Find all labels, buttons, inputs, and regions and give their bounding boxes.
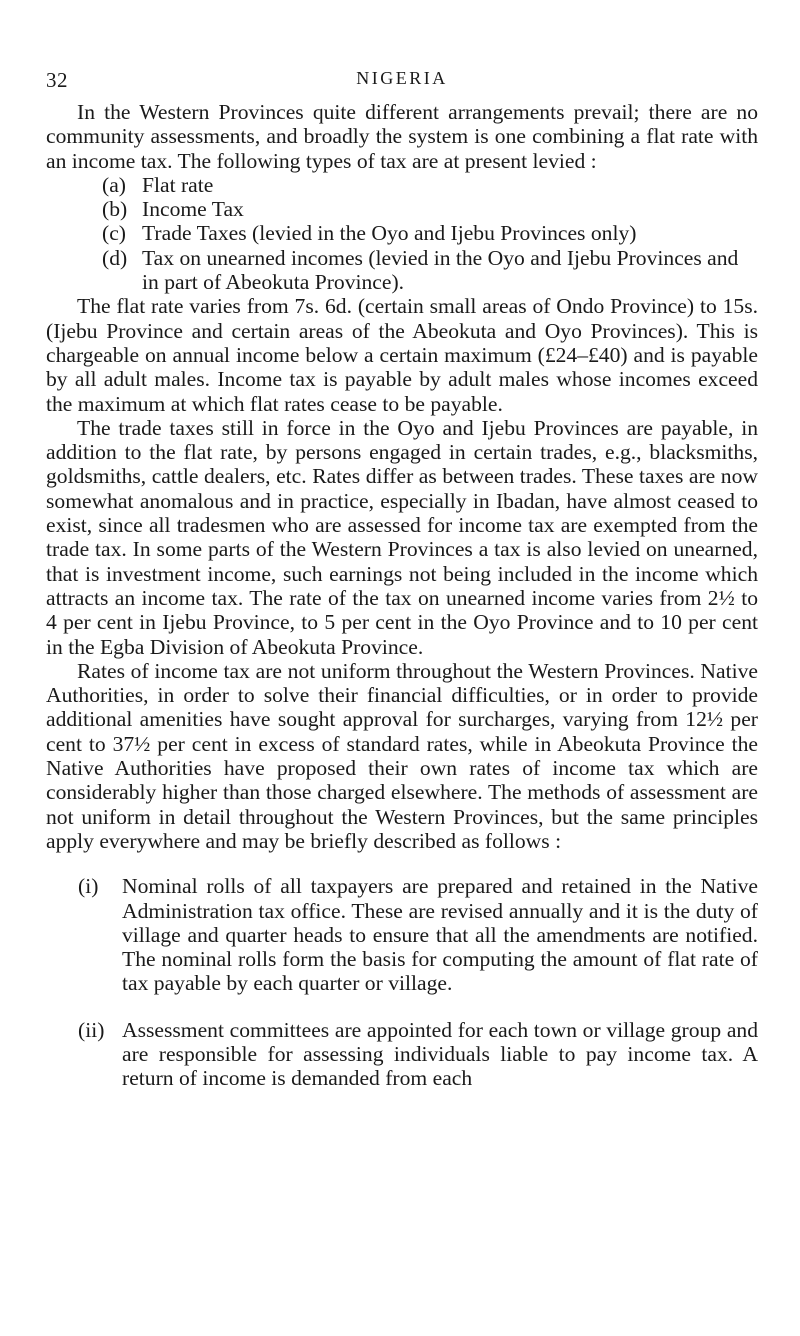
list-item [78,874,758,995]
list-item-label: (b) [102,197,128,222]
list-item [102,246,758,295]
list-item [102,221,758,245]
list-item [78,1018,758,1091]
list-item [102,197,758,221]
body-text [46,100,758,1091]
tax-types-list [46,173,758,294]
list-item-label: (c) [102,221,126,246]
book-page [46,0,758,1113]
page-number: 32 [46,68,68,92]
list-item-label: (d) [102,245,128,270]
list-item-label: (i) [78,874,99,899]
procedures-list [46,874,758,1090]
list-item-text: Tax on unearned incomes (levied in the Oyo and Ijebu Provinces and in part of Abeokuta Province). [142,245,739,295]
running-head: NIGERIA [356,68,448,88]
list-item-text: Nominal rolls of all taxpayers are prepared and retained in the Native Administration tax office. These are revised annually and it is the duty of village and quarter heads to ensure that all the amendments are notified. The nominal rolls form the basis for computing the amount of flat rate of tax payable by each quarter or village. [122,874,758,996]
list-item [102,173,758,197]
paragraph-flat-rate: The flat rate varies from 7s. 6d. (certain small areas of Ondo Province) to 15s. (Ijebu Province and certain areas of the Abeokuta and Oyo Provinces). This is chargeable on annual income below a certain maximum (£24–£40) and is payable by all adult males. Income tax is payable by adult males whose incomes exceed the maximum at which flat rates cease to be payable. [46,294,758,416]
list-item-text: Flat rate [142,172,214,197]
paragraph-income-tax-rates: Rates of income tax are not uniform throughout the Western Provinces. Native Authorities, in order to solve their financial difficulties, or in order to provide additional amenities have sought approval for surcharges, varying from 12½ per cent to 37½ per cent in excess of standard rates, while in Abeokuta Province the Native Authorities have proposed their own rates of income tax which are considerably higher than those charged elsewhere. The methods of assessment are not uniform in detail throughout the Western Provinces, but the same principles apply everywhere and may be briefly described as follows : [46,658,758,853]
list-item-text: Trade Taxes (levied in the Oyo and Ijebu Provinces only) [142,221,637,246]
list-item-text: Assessment committees are appointed for each town or village group and are responsible for assessing individuals liable to pay income tax. A return of income is demanded from each [122,1017,758,1091]
intro-paragraph: In the Western Provinces quite different arrangements prevail; there are no community assessments, and broadly the system is one combining a flat rate with an income tax. The following types of tax are at present levied : [46,100,758,173]
page-header [46,52,758,96]
list-item-label: (a) [102,172,126,197]
paragraph-trade-taxes: The trade taxes still in force in the Oyo and Ijebu Provinces are payable, in addition to the flat rate, by persons engaged in certain trades, e.g., blacksmiths, goldsmiths, cattle dealers, etc. Rates differ as between trades. These taxes are now somewhat anomalous and in practice, especially in Ibadan, have almost ceased to exist, since all tradesmen who are assessed for income tax are exempted from the trade tax. In some parts of the Western Provinces a tax is also levied on unearned, that is investment income, such earnings not being included in the income which attracts an income tax. The rate of the tax on unearned income varies from 2½ to 4 per cent in Ijebu Province, to 5 per cent in the Oyo Province and to 10 per cent in the Egba Division of Abeokuta Province. [46,415,758,659]
list-item-label: (ii) [78,1017,105,1042]
list-item-text: Income Tax [142,197,244,222]
